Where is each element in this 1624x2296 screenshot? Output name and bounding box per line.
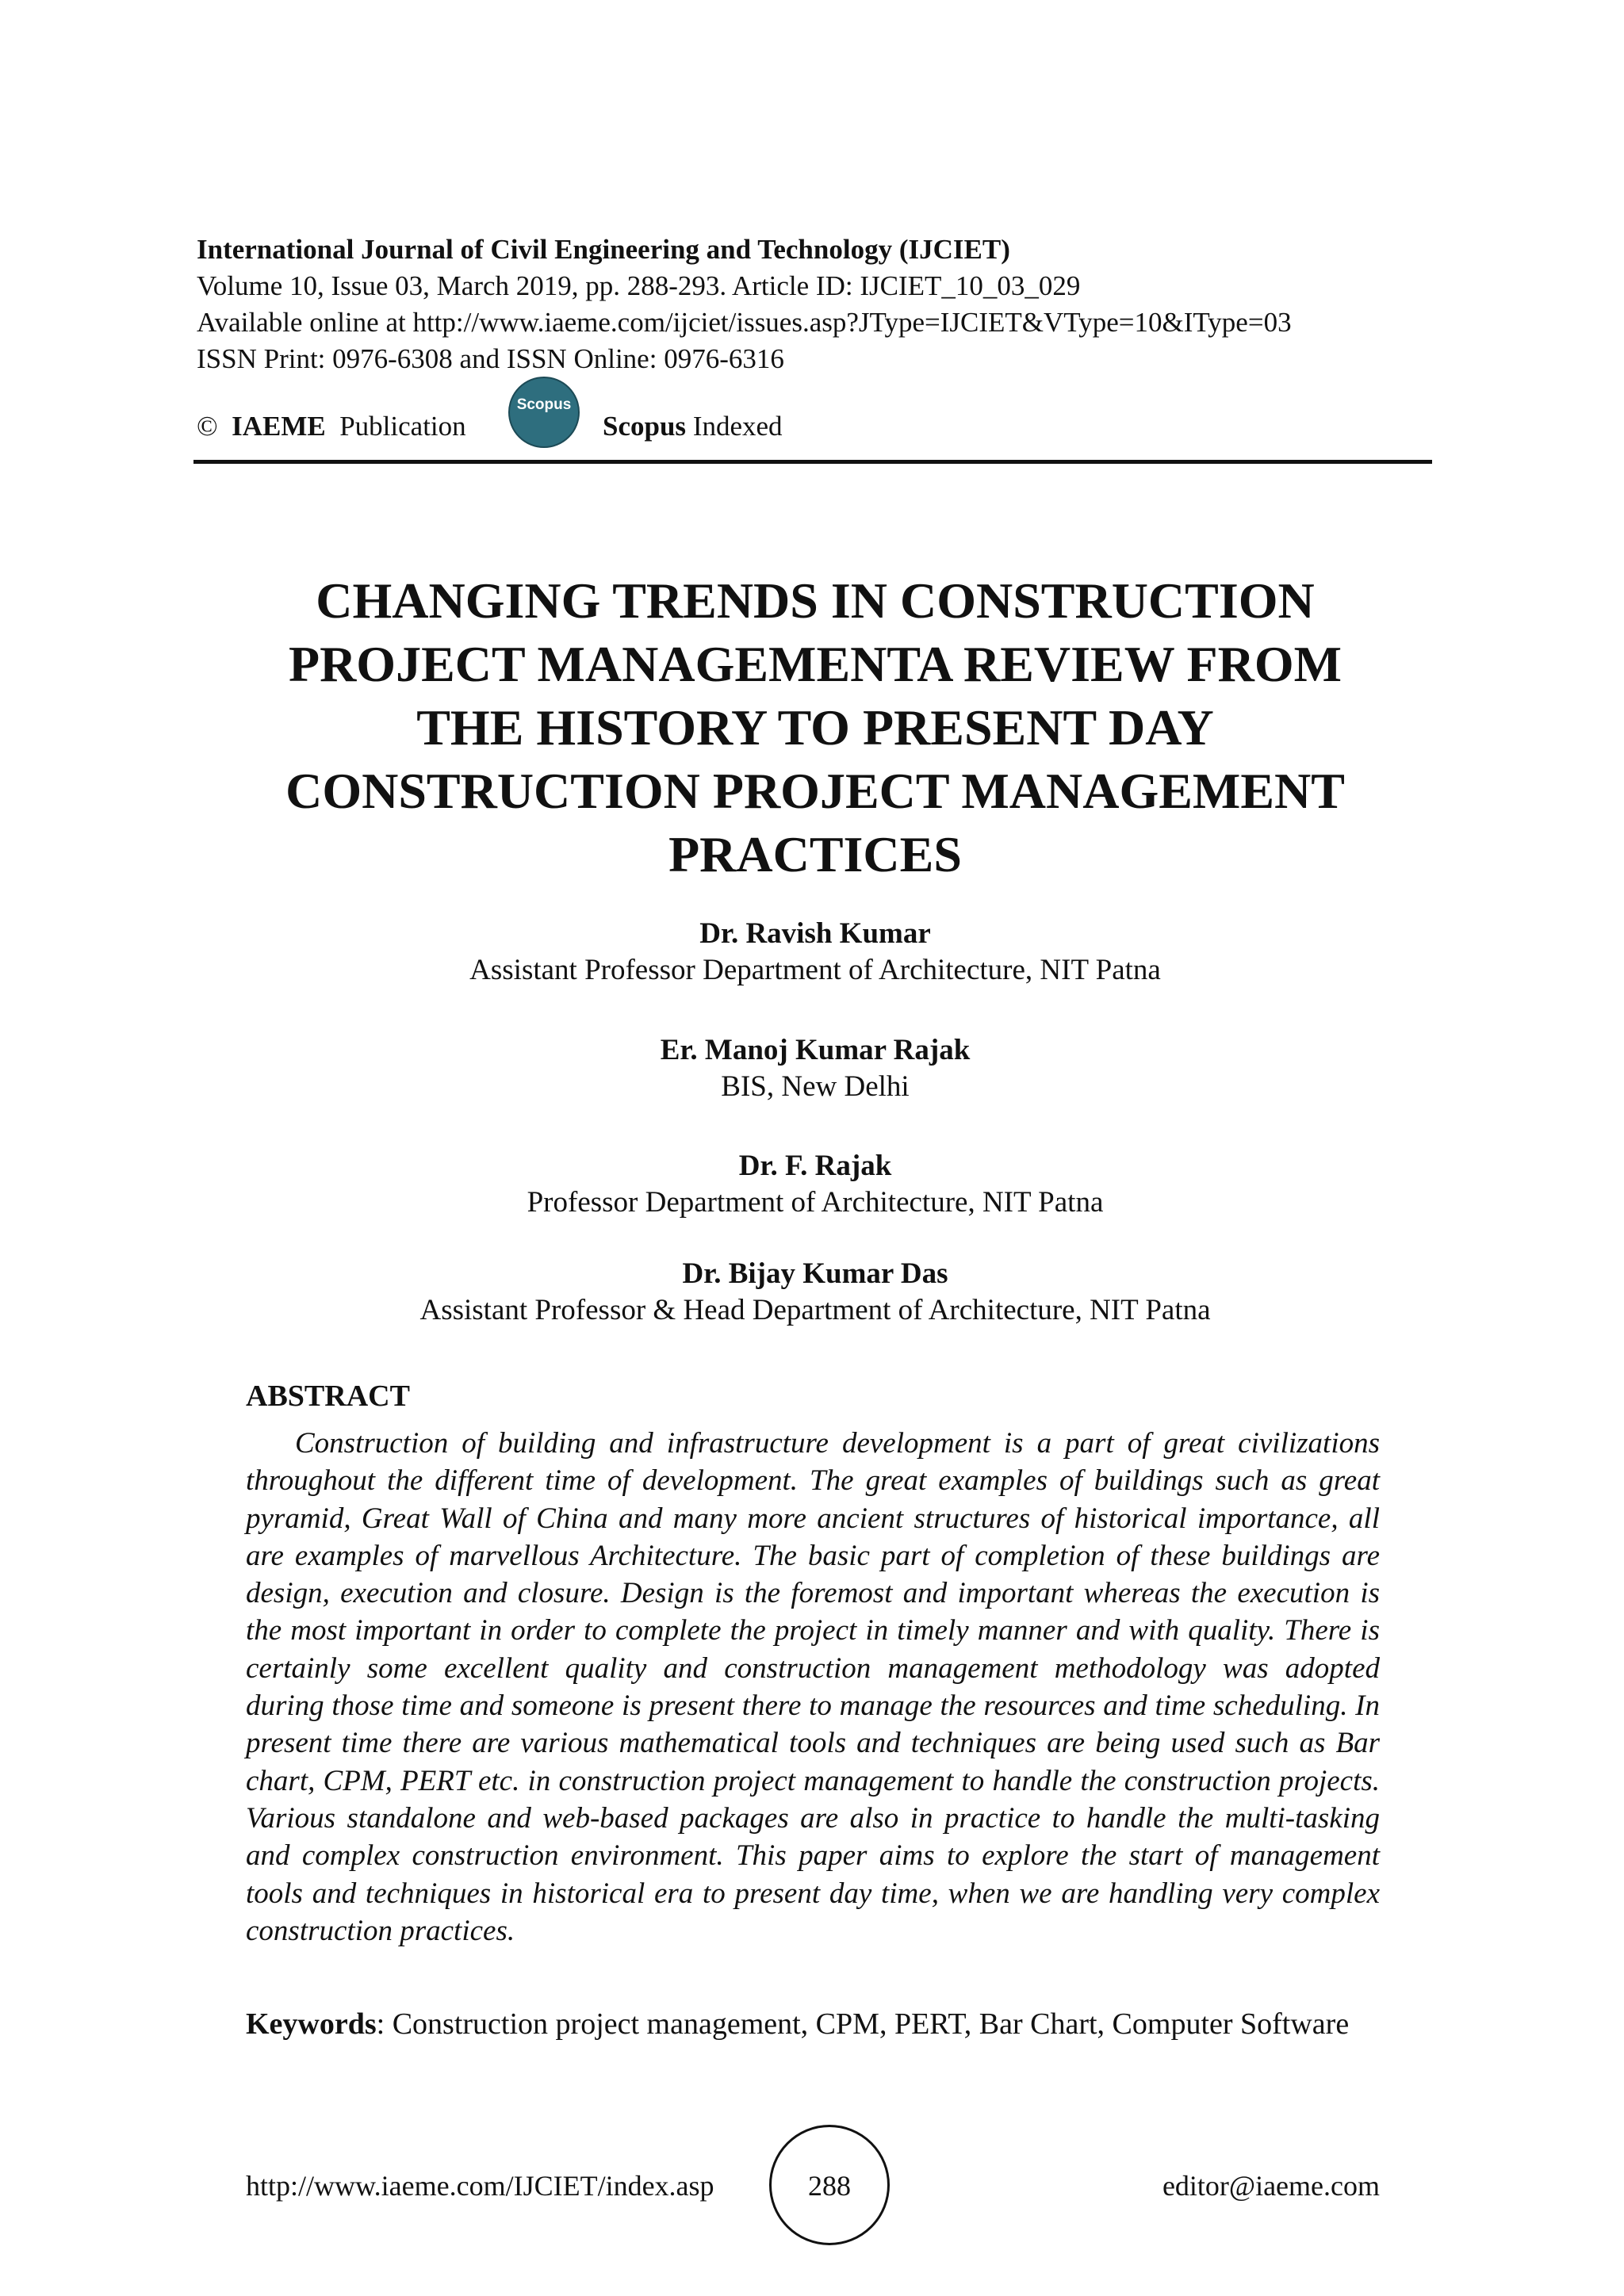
copyright-symbol: © [197, 411, 218, 442]
keywords-text: : Construction project management, CPM, PERT, Bar Chart, Computer Software [376, 2007, 1350, 2041]
author-name: Er. Manoj Kumar Rajak [660, 1034, 971, 1066]
publisher-suffix: Publication [339, 411, 466, 442]
header-divider [193, 460, 1432, 464]
title-line: PRACTICES [668, 826, 962, 882]
title-line: PROJECT MANAGEMENTA REVIEW FROM [288, 636, 1342, 692]
publisher-name: IAEME [232, 411, 326, 442]
author-affiliation: Professor Department of Architecture, NIT Patna [527, 1186, 1104, 1219]
title-line: CONSTRUCTION PROJECT MANAGEMENT [285, 763, 1345, 819]
author-affiliation: Assistant Professor & Head Department of Architecture, NIT Patna [419, 1294, 1211, 1326]
scopus-logo-text: Scopus [516, 396, 572, 413]
issn-line: ISSN Print: 0976-6308 and ISSN Online: 0976-6316 [197, 343, 784, 374]
author-block [197, 1148, 1434, 1221]
scopus-logo-icon [508, 376, 580, 449]
indexed-suffix: Indexed [692, 411, 783, 442]
author-affiliation: BIS, New Delhi [721, 1070, 910, 1103]
title-line: THE HISTORY TO PRESENT DAY [416, 699, 1214, 756]
available-online-line: Available online at http://www.iaeme.com/ijciet/issues.asp?JType=IJCIET&VType=10&IType=03 [197, 307, 1292, 338]
indexed-line [603, 411, 783, 442]
abstract-text: Construction of building and infrastructure development is a part of great civilizations throughout the different time of development. The great examples of buildings such as great pyramid, Great Wall of China and many more ancient structures of historical importance, all are examples of marvellous Architecture. The basic part of completion of these buildings are design, execution and closure. Design is the foremost and important whereas the execution is the most important in order to complete the project in timely manner and with quality. There is certainly some excellent quality and construction management methodology was adopted during those time and someone is present there to manage the resources and time scheduling. In present time there are various mathematical tools and techniques are being used such as Bar chart, CPM, PERT etc. in construction project management to handle the construction projects. Various standalone and web-based packages are also in practice to handle the multi-tasking and complex construction environment. This paper aims to explore the start of management tools and techniques in historical era to present day time, when we are handling very complex construction practices. [246, 1427, 1380, 1947]
abstract-heading: ABSTRACT [246, 1380, 410, 1413]
author-name: Dr. Bijay Kumar Das [682, 1257, 948, 1290]
journal-title: International Journal of Civil Engineering and Technology (IJCIET) [197, 234, 1010, 265]
footer-url-link[interactable]: http://www.iaeme.com/IJCIET/index.asp [246, 2170, 714, 2202]
keywords-label: Keywords [246, 2007, 377, 2041]
author-affiliation: Assistant Professor Department of Architecture, NIT Patna [469, 954, 1161, 986]
paper-title [197, 569, 1434, 886]
author-block [197, 1032, 1434, 1105]
publisher-line [197, 411, 466, 442]
volume-line: Volume 10, Issue 03, March 2019, pp. 288-293. Article ID: IJCIET_10_03_029 [197, 270, 1081, 301]
author-name: Dr. F. Rajak [738, 1150, 892, 1182]
keywords [246, 2006, 1380, 2043]
author-block [197, 1256, 1434, 1329]
footer-email-link[interactable]: editor@iaeme.com [1162, 2170, 1380, 2202]
indexed-brand: Scopus [603, 411, 687, 442]
title-line: CHANGING TRENDS IN CONSTRUCTION [316, 572, 1315, 629]
author-block [197, 916, 1434, 989]
publication-row [197, 376, 1434, 463]
page-number: 288 [808, 2170, 851, 2202]
page-footer [246, 2125, 1380, 2252]
journal-header [197, 232, 1434, 377]
author-name: Dr. Ravish Kumar [699, 917, 931, 950]
